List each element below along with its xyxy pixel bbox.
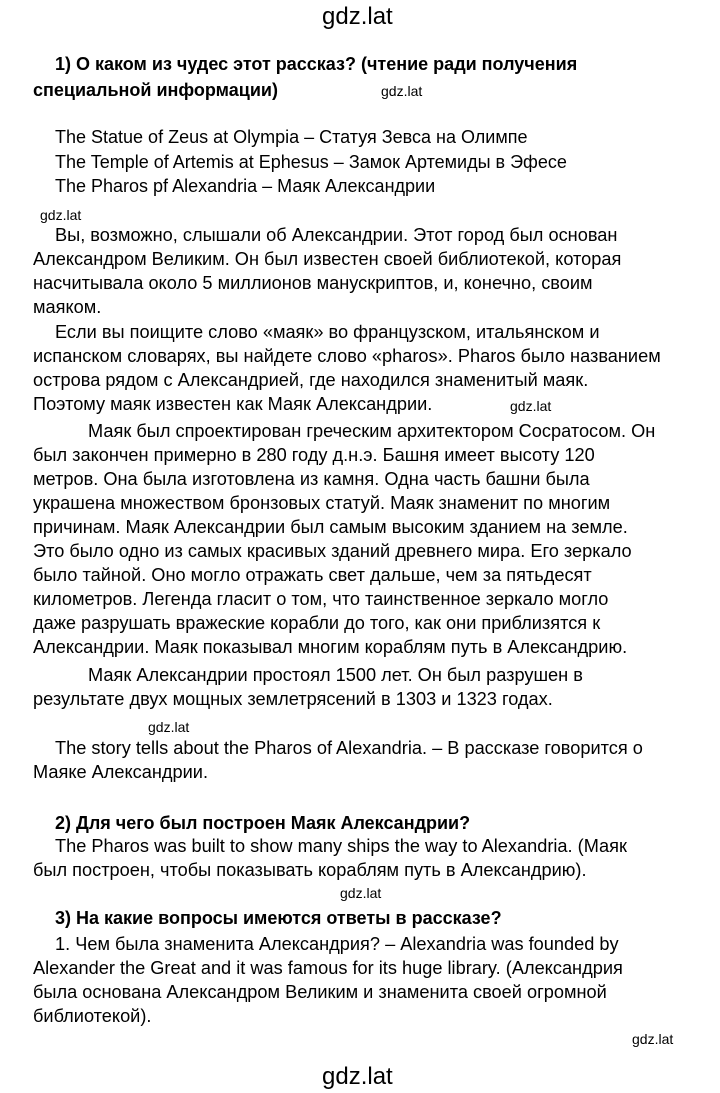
text-line: был построен, чтобы показывать кораблям путь в Александрию). xyxy=(33,860,587,880)
watermark-top: gdz.lat xyxy=(322,3,393,30)
watermark-bottom: gdz.lat xyxy=(322,1063,393,1090)
text-line: был закончен примерно в 280 году д.н.э. Башня имеет высоту 120 xyxy=(33,445,595,465)
text-line: метров. Она была изготовлена из камня. Одна часть башни была xyxy=(33,469,590,489)
section1-heading-line2: специальной информации) xyxy=(33,80,278,100)
text-line: Если вы поищите слово «маяк» во французском, итальянском и xyxy=(55,322,600,342)
section2-heading: 2) Для чего был построен Маяк Александрии? xyxy=(55,813,471,833)
text-line: украшена множеством бронзовых статуй. Маяк знаменит по многим xyxy=(33,493,611,513)
paragraph-3 xyxy=(33,419,693,659)
answer-1 xyxy=(33,736,693,784)
text-line: маяком. xyxy=(33,297,102,317)
watermark-small: gdz.lat xyxy=(148,719,190,735)
watermark-small: gdz.lat xyxy=(40,207,82,223)
text-line: Это было одно из самых красивых зданий древнего мира. Его зеркало xyxy=(33,541,632,561)
text-line: Александрии. Маяк показывал многим кораблям путь в Александрию. xyxy=(33,637,628,657)
text-line: острова рядом с Александрией, где находился знаменитый маяк. xyxy=(33,370,589,390)
text-line: Александром Великим. Он был известен своей библиотекой, которая xyxy=(33,249,622,269)
answer-2 xyxy=(33,834,693,882)
wonder-item: The Pharos pf Alexandria – Маяк Александрии xyxy=(55,176,436,196)
text-line: причинам. Маяк Александрии был самым высоким зданием на земле. xyxy=(33,517,628,537)
text-line: Маяк Александрии простоял 1500 лет. Он был разрушен в xyxy=(88,665,583,685)
paragraph-2 xyxy=(33,320,693,416)
text-line: Поэтому маяк известен как Маяк Александрии. xyxy=(33,394,433,414)
text-line: даже разрушать вражеские корабли до того, как они приблизятся к xyxy=(33,613,601,633)
text-line: библиотекой). xyxy=(33,1006,152,1026)
text-line: Вы, возможно, слышали об Александрии. Этот город был основан xyxy=(55,225,618,245)
watermark-small: gdz.lat xyxy=(510,398,552,414)
paragraph-4 xyxy=(33,663,693,711)
text-line: испанском словарях, вы найдете слово «pharos». Pharos было названием xyxy=(33,346,661,366)
wonder-item: The Statue of Zeus at Olympia – Статуя Зевса на Олимпе xyxy=(55,127,528,147)
watermark-small: gdz.lat xyxy=(632,1031,674,1047)
text-line: Маяке Александрии. xyxy=(33,762,209,782)
text-line: 1. Чем была знаменита Александрия? – Alexandria was founded by xyxy=(55,934,619,954)
watermark-small: gdz.lat xyxy=(381,83,423,99)
paragraph-1 xyxy=(33,223,693,319)
wonder-item: The Temple of Artemis at Ephesus – Замок Артемиды в Эфесе xyxy=(55,152,567,172)
section3-heading: 3) На какие вопросы имеются ответы в рассказе? xyxy=(55,908,502,928)
text-line: насчитывала около 5 миллионов манускриптов, и, конечно, своим xyxy=(33,273,593,293)
text-line: результате двух мощных землетрясений в 1303 и 1323 годах. xyxy=(33,689,553,709)
text-line: было тайной. Оно могло отражать свет дальше, чем за пятьдесят xyxy=(33,565,592,585)
text-line: The story tells about the Pharos of Alexandria. – В рассказе говорится о xyxy=(55,738,643,758)
section1-heading-line1: 1) О каком из чудес этот рассказ? (чтение ради получения xyxy=(55,54,578,74)
text-line: Alexander the Great and it was famous for its huge library. (Александрия xyxy=(33,958,623,978)
text-line: километров. Легенда гласит о том, что таинственное зеркало могло xyxy=(33,589,609,609)
text-line: была основана Александром Великим и знаменита своей огромной xyxy=(33,982,607,1002)
text-line: Маяк был спроектирован греческим архитектором Сосратосом. Он xyxy=(88,421,656,441)
answer-3 xyxy=(33,932,693,1028)
watermark-small: gdz.lat xyxy=(340,885,382,901)
text-line: The Pharos was built to show many ships the way to Alexandria. (Маяк xyxy=(55,836,627,856)
